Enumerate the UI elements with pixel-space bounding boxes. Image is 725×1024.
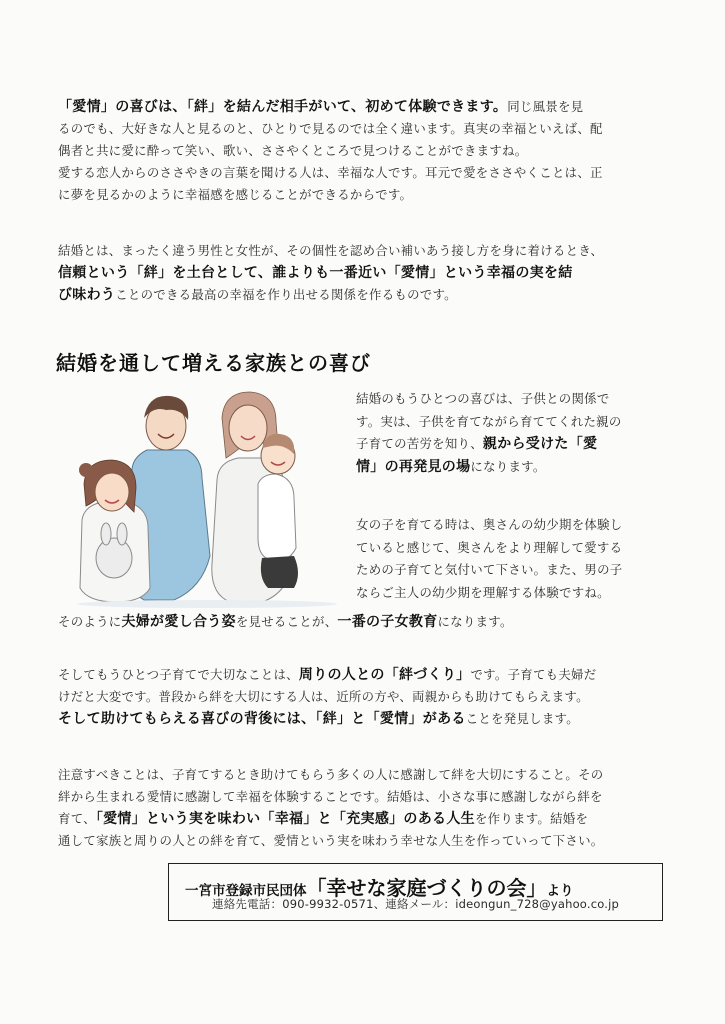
couple-paragraph: そのように夫婦が愛し合う姿を見せることが、一番の子女教育になります。 — [58, 614, 513, 630]
community-paragraph: そしてもうひとつ子育てで大切なことは、周りの人との「絆づくり」です。子育ても夫婦だ けだと大変です。普段から絆を大切にする人は、近所の方や、両親からも助けてもらえます。 そして助けてもらえる喜びの背後には、「絆」と「愛情」があることを発見します。 — [58, 667, 597, 727]
marriage-paragraph: 結婚とは、まったく違う男性と女性が、その個性を認め合い補いあう接し方を身に着けるとき、 信頼という「絆」を土台として、誰よりも一番近い「愛情」という幸福の実を結 び味わうことのできる最高の幸福を作り出せる関係を作るものです。 — [58, 243, 604, 303]
parenting-paragraph: 女の子を育てる時は、奥さんの幼少期を体験し ていると感じて、奥さんをより理解して愛する ための子育てと気付いて下さい。また、男の子 ならご主人の幼少期を理解する体験ですね。 — [356, 517, 623, 600]
intro-emphasis: 「愛情」の喜びは、「絆」を結んだ相手がいて、初めて体験できます。 — [58, 99, 508, 115]
intro-paragraph: 「愛情」の喜びは、「絆」を結んだ相手がいて、初めて体験できます。同じ風景を見 るのでも、大好きな人と見るのと、ひとりで見るのでは全く違います。真実の幸福といえば、配 偶者と共に愛に酔って笑い、歌い、ささやくところで見つけることができますね。 愛する恋人からのささやきの言葉を聞ける人は、幸福な人です。耳元で愛をささやくことは、正 に夢を見るかのように幸福感を感じることができるからです。 — [58, 99, 603, 202]
marriage-emphasis: 信頼という「絆」を土台として、誰よりも一番近い「愛情」という幸福の実を結 — [58, 265, 573, 281]
org-label: 一宮市登録市民団体 — [185, 883, 307, 899]
contact-info: 連絡先電話：090-9932-0571、連絡メール：ideongun_728@yahoo.co.jp — [212, 897, 619, 911]
org-suffix: より — [546, 883, 574, 899]
section-heading: 結婚を通して増える家族との喜び — [56, 351, 371, 375]
organization-title — [185, 872, 574, 901]
family-illustration — [62, 388, 352, 608]
boy-figure — [258, 434, 298, 588]
closing-paragraph: 注意すべきことは、子育てするとき助けてもらう多くの人に感謝して絆を大切にすること。その 絆から生まれる愛情に感謝して幸福を体験することです。結婚は、小さな事に感謝しながら絆を 育て、「愛情」という実を味わい「幸福」と「充実感」のある人生を作ります。結婚を 通して家族と周りの人との絆を育て、愛情という実を味わう幸せな人生を作っていって下さい。 — [58, 767, 604, 848]
children-paragraph: 結婚のもうひとつの喜びは、子供との関係で す。実は、子供を育てながら育ててくれた親の 子育ての苦労を知り、親から受けた「愛 情」の再発見の場になります。 — [356, 391, 622, 475]
org-name: 「幸せな家庭づくりの会」 — [306, 876, 547, 900]
